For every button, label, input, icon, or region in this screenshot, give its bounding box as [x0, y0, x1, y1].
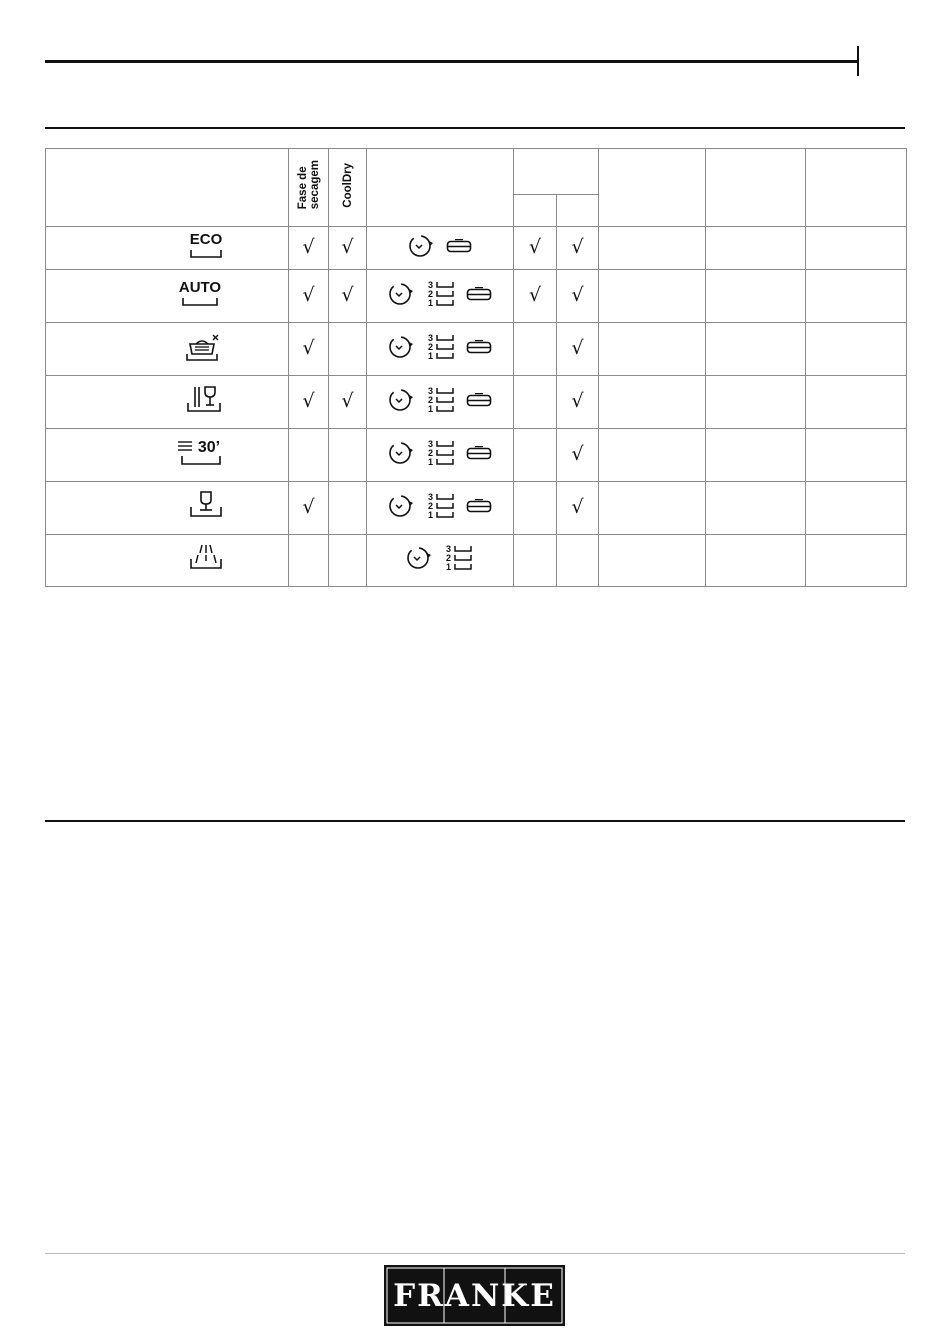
quick-30-icon	[176, 436, 224, 475]
tablet-icon	[446, 239, 472, 258]
cooldry-cell	[329, 482, 367, 535]
table-row	[46, 482, 907, 535]
header-rule	[45, 60, 858, 63]
header-col-7	[599, 149, 706, 227]
dry-phase-check: √	[302, 496, 315, 518]
rack-select-icon	[426, 491, 456, 526]
program-cell	[46, 270, 289, 323]
col-7-cell	[599, 323, 706, 376]
option-b-cell	[557, 323, 599, 376]
program-cell	[46, 227, 289, 270]
col-8-cell	[706, 227, 806, 270]
dry-phase-cell	[289, 270, 329, 323]
cooldry-cell	[329, 535, 367, 587]
header-group-cell	[514, 149, 599, 195]
col-8-cell	[706, 482, 806, 535]
option-b-cell	[557, 535, 599, 587]
brand-logo-text: FRANKE	[393, 1277, 556, 1314]
rack-select-icon	[426, 279, 456, 314]
col-7-cell	[599, 227, 706, 270]
dry-phase-check: √	[302, 236, 315, 258]
option-b-cell	[557, 482, 599, 535]
table-header-row	[46, 149, 907, 195]
delay-start-icon	[388, 494, 416, 523]
delay-start-icon	[388, 388, 416, 417]
delay-start-icon	[406, 546, 434, 575]
col-7-cell	[599, 429, 706, 482]
svg-text:1: 1	[428, 456, 434, 467]
option-b-check: √	[571, 284, 584, 306]
program-cell	[46, 376, 289, 429]
dry-phase-check: √	[302, 390, 315, 412]
header-sub-2	[557, 195, 599, 227]
section-rule-bottom	[45, 820, 905, 822]
option-a-cell	[514, 429, 557, 482]
tablet-icon	[466, 499, 492, 518]
header-col-9	[806, 149, 907, 227]
glass-program-icon	[188, 489, 224, 528]
options-cell	[367, 323, 514, 376]
option-a-cell	[514, 482, 557, 535]
svg-text:2: 2	[428, 341, 434, 352]
intensive-pot-icon	[184, 330, 224, 369]
rack-select-icon	[444, 543, 474, 578]
rack-select-icon	[426, 332, 456, 367]
col-9-cell	[806, 376, 907, 429]
table-row	[46, 429, 907, 482]
rack-select-icon	[426, 438, 456, 473]
col-8-cell	[706, 429, 806, 482]
header-cooldry	[329, 149, 367, 227]
tablet-icon	[466, 393, 492, 412]
auto-program-icon	[176, 277, 224, 316]
svg-text:2: 2	[428, 288, 434, 299]
option-a-check: √	[528, 284, 542, 306]
cooldry-check: √	[341, 284, 354, 306]
col-8-cell	[706, 270, 806, 323]
col-8-cell	[706, 323, 806, 376]
delay-start-icon	[388, 335, 416, 364]
prewash-spray-icon	[188, 541, 224, 580]
franke-logo	[384, 1265, 565, 1326]
cooldry-cell	[329, 429, 367, 482]
col-8-cell	[706, 535, 806, 587]
dry-phase-cell	[289, 535, 329, 587]
col-7-cell	[599, 482, 706, 535]
rack-select-icon	[426, 385, 456, 420]
header-dry-phase	[289, 149, 329, 227]
cooldry-cell	[329, 323, 367, 376]
col-8-cell	[706, 376, 806, 429]
options-cell	[367, 482, 514, 535]
options-cell	[367, 535, 514, 587]
cooldry-cell	[329, 227, 367, 270]
option-b-check: √	[571, 390, 584, 412]
option-b-check: √	[571, 337, 584, 359]
dry-phase-cell	[289, 323, 329, 376]
section-rule-top	[45, 127, 905, 129]
option-a-check: √	[528, 236, 542, 258]
dry-phase-cell	[289, 429, 329, 482]
dry-phase-check: √	[302, 284, 315, 306]
table-row	[46, 376, 907, 429]
tablet-icon	[466, 340, 492, 359]
svg-text:3: 3	[428, 332, 434, 343]
dry-phase-cell	[289, 227, 329, 270]
option-a-cell	[514, 323, 557, 376]
svg-text:30’: 30’	[197, 438, 221, 456]
program-table	[45, 148, 907, 587]
program-cell	[46, 429, 289, 482]
delay-start-icon	[388, 441, 416, 470]
cooldry-check: √	[341, 390, 354, 412]
svg-text:3: 3	[428, 491, 434, 502]
col-9-cell	[806, 482, 907, 535]
table-row	[46, 270, 907, 323]
col-7-cell	[599, 535, 706, 587]
cooldry-cell	[329, 270, 367, 323]
col-7-cell	[599, 270, 706, 323]
svg-text:2: 2	[428, 500, 434, 511]
option-b-check: √	[571, 496, 584, 518]
svg-text:2: 2	[446, 553, 452, 563]
table-row	[46, 535, 907, 587]
col-9-cell	[806, 270, 907, 323]
delay-start-icon	[408, 234, 436, 263]
footer-rule	[45, 1253, 905, 1254]
option-a-cell	[514, 376, 557, 429]
table-row	[46, 323, 907, 376]
dry-phase-cell	[289, 482, 329, 535]
header-col-8	[706, 149, 806, 227]
option-b-cell	[557, 270, 599, 323]
delay-start-icon	[388, 282, 416, 311]
options-cell	[367, 227, 514, 270]
table-row	[46, 227, 907, 270]
header-rule-tick	[857, 46, 859, 76]
svg-text:1: 1	[446, 562, 452, 572]
col-9-cell	[806, 535, 907, 587]
header-sub-1	[514, 195, 557, 227]
eco-program-icon	[188, 229, 224, 268]
col-9-cell	[806, 429, 907, 482]
tablet-icon	[466, 446, 492, 465]
svg-text:2: 2	[428, 447, 434, 458]
option-b-check: √	[571, 443, 584, 465]
col-7-cell	[599, 376, 706, 429]
svg-text:ECO: ECO	[189, 230, 223, 248]
svg-text:2: 2	[428, 394, 434, 405]
options-cell	[367, 270, 514, 323]
svg-text:1: 1	[428, 350, 434, 361]
svg-text:1: 1	[428, 297, 434, 308]
option-b-cell	[557, 376, 599, 429]
program-cell	[46, 323, 289, 376]
dry-phase-check: √	[302, 337, 315, 359]
dry-phase-cell	[289, 376, 329, 429]
svg-text:3: 3	[428, 279, 434, 290]
options-cell	[367, 429, 514, 482]
svg-text:1: 1	[428, 403, 434, 414]
tablet-icon	[466, 287, 492, 306]
header-dry-phase-label: Fase de secagem	[296, 160, 321, 210]
cooldry-check: √	[341, 236, 354, 258]
option-b-cell	[557, 227, 599, 270]
options-cell	[367, 376, 514, 429]
svg-text:3: 3	[446, 544, 452, 554]
header-cooldry-label: CoolDry	[341, 162, 354, 208]
cutlery-glass-icon	[184, 383, 224, 422]
option-b-cell	[557, 429, 599, 482]
header-program-cell	[46, 149, 289, 227]
cooldry-cell	[329, 376, 367, 429]
option-a-cell	[514, 270, 557, 323]
svg-text:1: 1	[428, 509, 434, 520]
svg-text:3: 3	[428, 385, 434, 396]
svg-text:AUTO: AUTO	[178, 278, 222, 296]
option-a-cell	[514, 535, 557, 587]
col-9-cell	[806, 227, 907, 270]
col-9-cell	[806, 323, 907, 376]
option-a-cell	[514, 227, 557, 270]
svg-text:3: 3	[428, 438, 434, 449]
program-cell	[46, 482, 289, 535]
header-options-cell	[367, 149, 514, 227]
option-b-check: √	[571, 236, 584, 258]
program-cell	[46, 535, 289, 587]
